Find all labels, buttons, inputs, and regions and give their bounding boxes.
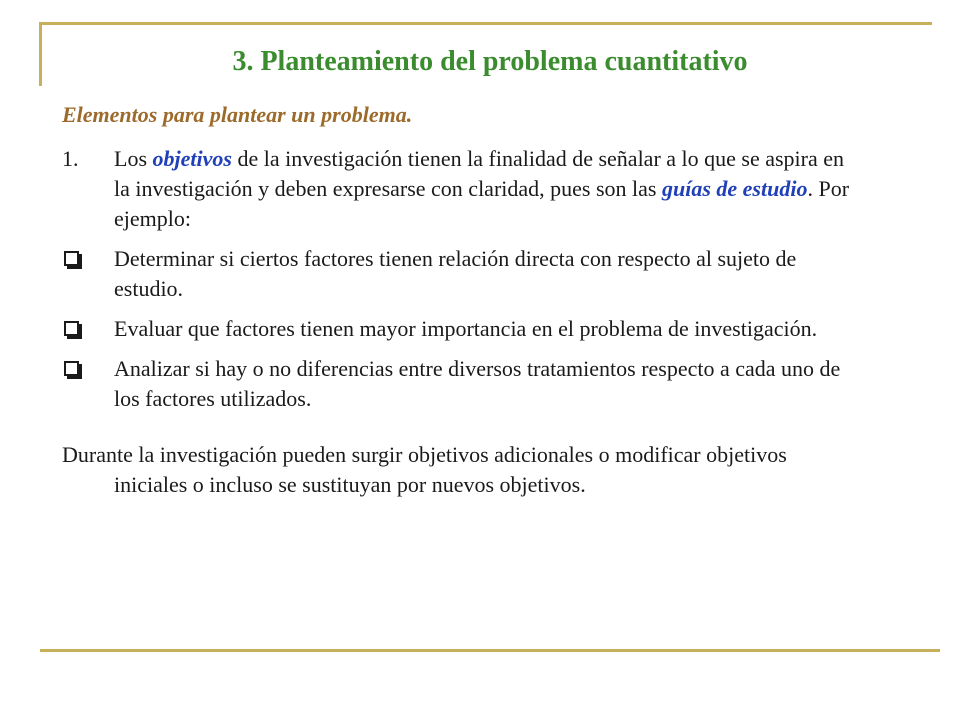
emphasis-objetivos: objetivos (152, 146, 232, 171)
bullet-item (62, 314, 862, 344)
checkbox-icon (64, 251, 79, 266)
bullet-item (62, 244, 862, 304)
item-text-before: Los (114, 146, 153, 171)
slide-title: 3. Planteamiento del problema cuantitativo (232, 46, 748, 77)
slide-subtitle: Elementos para plantear un problema. (62, 102, 413, 127)
bullet-item (62, 354, 862, 414)
closing-paragraph: Durante la investigación pueden surgir objetivos adicionales o modificar objetivos iniciales o incluso se sustituyan por nuevos objetivos. (62, 442, 787, 497)
item-number: 1. (62, 146, 79, 171)
slide-content (62, 100, 862, 500)
checkbox-icon (64, 321, 79, 336)
top-border-line (40, 22, 932, 25)
numbered-item (62, 144, 862, 234)
item-text-middle: de la investigación tienen la finalidad de señalar a lo que se aspira en la investigación y deben expresarse con claridad, pues son las (114, 146, 845, 201)
item-text (114, 144, 862, 234)
bullet-text: Evaluar que factores tienen mayor importancia en el problema de investigación. (114, 316, 818, 341)
checkbox-icon (64, 361, 79, 376)
bullet-text: Determinar si ciertos factores tienen relación directa con respecto al sujeto de estudio. (114, 246, 797, 301)
bullet-text: Analizar si hay o no diferencias entre diversos tratamientos respecto a cada uno de los factores utilizados. (114, 356, 841, 411)
bottom-border-line (40, 649, 940, 652)
item-text-after: . Por ejemplo: (114, 176, 850, 231)
emphasis-guias: guías de estudio (661, 176, 808, 201)
